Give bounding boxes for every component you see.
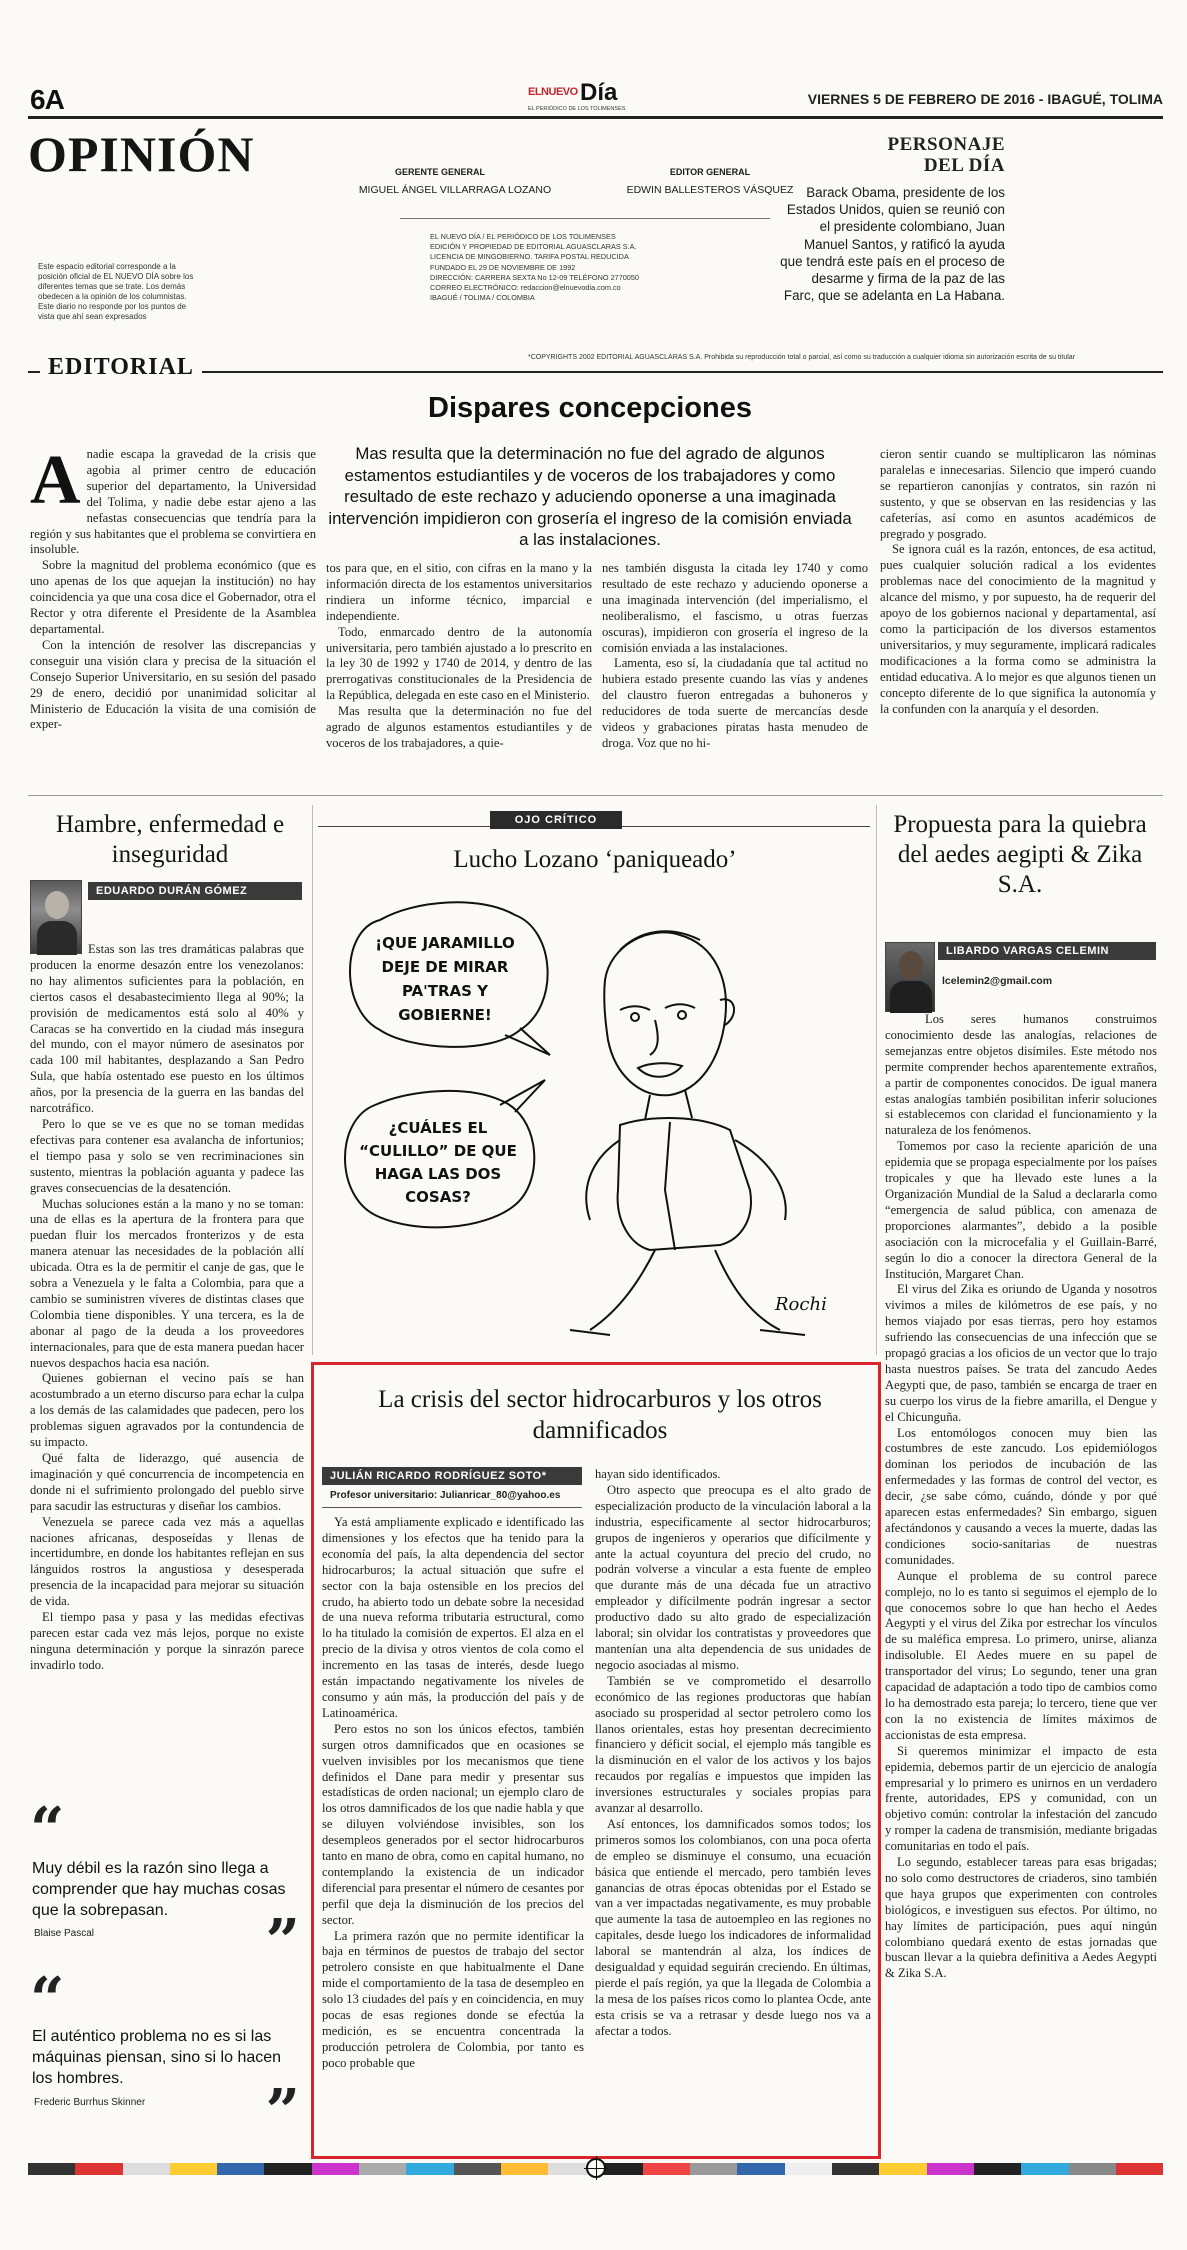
caricature-body [618,1118,751,1250]
center-author-note: Profesor universitario: Julianricar_80@yahoo.es [330,1490,561,1501]
bubble-1-line-2: DEJE DE MIRAR [381,958,509,976]
imprint-block: EL NUEVO DÍA / EL PERIÓDICO DE LOS TOLIMENSES EDICIÓN Y PROPIEDAD DE EDITORIAL AGUASCLARAS S.A. LICENCIA DE MINGOBIERNO. TARIFA POSTAL REDUCIDA FUNDADO EL 29 DE NOVIEMBRE DE 1992 DIRECCIÓN: CARRERA SEXTA No 12-09 TELÉFONO 2770050 CORREO ELECTRÓNICO: redaccion@elnuevodia.com.co IBAGUÉ / TOLIMA / COLOMBIA [430,232,639,303]
bubble-2-line-3: HAGA LAS DOS [374,1165,502,1183]
bubble-2-line-1: ¿CUÁLES EL [388,1119,488,1137]
bubble-1-line-3: PA'TRAS Y [401,982,489,1000]
bubble-1-line-1: ¡QUE JARAMILLO [375,934,515,952]
quote-2-text: El auténtico problema no es si las máquinas piensan, sino si lo hacen los hombres. [32,2028,282,2087]
personaje-text: Barack Obama, presidente de los Estados Unidos, quien se reunió con el presidente colombiano, Juan Manuel Santos, y ratificó la ayuda que tendrá este país en el proceso de desarme y firma de la paz de las Farc, que se adelanta en La Habana. [780,185,1005,304]
editorial-dropcap: A [30,447,81,519]
gerente-name: MIGUEL ÁNGEL VILLARRAGA LOZANO [358,184,552,196]
quote-box-2 [30,1965,300,2147]
open-quote-icon: “ [30,1795,65,1865]
caricature-head [604,932,726,1095]
quote-1-text: Muy débil es la razón sino llega a comprender que hay muchas cosas que la sobrepasan. [32,1860,286,1919]
column-divider-right [876,805,877,1355]
close-quote-icon: ” [265,2077,300,2147]
editorial-label: EDITORIAL [40,354,202,381]
center-article-col-1: Ya está ampliamente explicado e identificado las dimensiones y los efectos que ha tenido para la economía del país, la alta dependencia del sector hidrocarburos; la actual situación que sufre el sector con la baja ostensible en los precios del crudo, ha abierto todo un debate sobre la necesidad de una nueva reforma tributaria estructural, como lo ha titulado la comisión de expertos. El alza en el precio de la divisa y otros vientos de cola como el incremento en las tasas de interés, desde luego están impactando negativamente los niveles de consumo y aún más, la producción del país y de Latinoamérica. Pero estos no son los únicos efectos, también surgen otros damnificados que en ocasiones se vuelven invisibles por los mecanismos que tiene definidos el Dane para medir y presentar sus estadísticas de orden nacional; un ejemplo claro de los otros damnificados de los que nadie habla y que se diluyen volviéndose invisibles, son los desempleos generados por el sector hidrocarburos tanto en mano de obra, como en capital humano, no contemplando la existencia de un indicador diferencial para presentar el número de cesantes por perfil que deja la disminución de los precios del sector. La primera razón que no permite identificar la baja en términos de puestos de trabajo del sector petrolero consiste en que habitualmente el Dane mide el comportamiento de la tasa de desempleo en solo 13 ciudades del país y en coincidencia, en muy pocas de esas regiones donde se efectúa la medición, es se encuentra concentrada la producción petrolera de Colombia, por tanto es poco probable que [322,1515,584,2070]
left-column-body: Estas son las tres dramáticas palabras que producen la enorme desazón entre los venezolanos: no hay alimentos suficientes para la población, en ciertos casos el desabastecimiento llega al 90%; la provisión de medicamentos está solo al 40% y Caracas se ha convertido en la ciudad más insegura del mundo, con el mayor número de asesinatos por cada 100 mil habitantes, desplazando a San Pedro Sula, que había ostentado ese puesto en los últimos años, por la presencia de la guerra en las bandas del narcotráfico. Pero lo que se ve es que no se toman medidas efectivas para contener esa avalancha de infortunios; el tiempo pasa y solo se ven recriminaciones sin sustento, mientras la población aguanta y padece las graves consecuencias de la desatención. Muchas soluciones están a la mano y no se toman: una de ellas es la apertura de la frontera para que puedan fluir los mercados fronterizos y de esta manera atenuar las necesidades de la población allí ubicada. Otra es la de permitir el canje de gas, que le sobra a Venezuela y le falta a Colombia, para que a cambio se suministren víveres de distintas clases que Colombia tiene disponibles. Y una tercera, es la de abonar al pago de la deuda a los proveedores internacionales, para que de esta manera puedan hacer nuevos despachos hacia esa nación. Quienes gobiernan el vecino país se han acostumbrado a un eterno discurso para echar la culpa a los demás de las calamidades que padecen, pero los problemas siguen agravados por la contundencia de su impacto. Qué falta de liderazgo, qué ausencia de imaginación y qué concurrencia de incompetencia en donde ni el sufrimiento prolongado del pueblo sirve para sacudir las estructuras y diseñar los cambios. Venezuela se parece cada vez más a aquellas naciones africanas, desposeídas y llenas de incertidumbre, en donde los habitantes reflejan en sus lánguidos rostros la angustiosa y desesperada presencia de la incapacidad para mejorar su situación de vida. El tiempo pasa y pasa y las medidas efectivas parecen estar cada vez más lejos, porque no existe ninguna determinación y porque la sinrazón parece invadirlo todo. [30,942,304,1672]
masthead-rule [28,116,1163,119]
bubble-2-line-4: COSAS? [405,1188,471,1206]
editorial-lede: Mas resulta que la determinación no fue del agrado de algunos estamentos estudiantiles y de voceros de los trabajadores y como resultado de este rechazo y aduciendo oponerse a una imaginada intervención impidieron con grosería el ingreso de la comisión enviada a las instalaciones. [328,444,852,549]
gerente-label: GERENTE GENERAL [394,167,485,177]
editorial-disclaimer: Este espacio editorial corresponde a la posición oficial de EL NUEVO DÍA sobre los diferentes temas que se trate. Los demás obedecen a la opinión de los columnistas. Este diario no responde por los puntos de vista que ahí sean expresados [38,262,194,321]
section-title: OPINIÓN [28,126,255,182]
edition-date: VIERNES 5 DE FEBRERO DE 2016 - IBAGUÉ, TOLIMA [807,91,1163,107]
editorial-col-1: A nadie escapa la gravedad de la crisis que agobia al primer centro de educación superior del departamento, la Universidad del Tolima, y nadie debe estar ajeno a las nefastas consecuencias que tendría para la región y sus habitantes que el problema se convirtiera en insoluble. Sobre la magnitud del problema económico (que es uno apenas de los que aquejan la institución) no hay coincidencia ya que una cosa dice el Gobernador, otra el Rector y otra diferente el Presidente de la Asamblea departamental. Con la intención de resolver las discrepancias y conseguir una visión clara y precisa de la situación el Consejo Superior Universitario, en su sesión del pasado 29 de enero, decidió por unanimidad solicitar al Ministerio de Educación la visita de una comisión de exper- [30,447,316,732]
copyright-notice: *COPYRIGHTS 2002 EDITORIAL AGUASCLARAS S.A. Prohibida su reproducción total o parcial, así como su traducción a cualquier idioma sin autorización escrita de su titular [528,354,1076,361]
editorial-col-4: cieron sentir cuando se multiplicaron las nóminas paralelas e innecesarias. Silencio que imperó cuando se repartieron canonjías y contratos, sin razón ni sustento, y que se observan en las residencias y las cafeterías, así como en asuntos académicos de pregrado y posgrado. Se ignora cuál es la razón, entonces, de esa actitud, pues cualquier solución radical a los evidentes problemas nace del conocimiento de la magnitud y alcance del mismo, y por supuesto, ha de requerir del apoyo de los gobiernos nacional y departamental, así como la participación de los diversos estamentos universitarios, y muy seguramente, implicará radicales modificaciones a la forma como se administra la entidad educativa. A lo mejor es que algunos tienen un concepto diferente de lo que significa la autonomía y la confunden con la anarquía y el desorden. [880,447,1156,716]
editorial-col-3: nes también disgusta la citada ley 1740 y como resultado de este rechazo y aduciendo oponerse a una imaginada intervención (del imperialismo, el neoliberalismo, el fascismo, u otras fuerzas oscuras), impidieron con grosería el ingreso de la comisión enviada a las instalaciones. Lamenta, eso sí, la ciudadanía que tal actitud no hubiera estado presente cuando las vías y andenes del claustro fueron entregadas a buhoneros y reducidores de toda suerte de mercancías desde videos y grabaciones piratas hasta menudeo de droga. Voz que no hi- [602,561,868,750]
right-author-email: lcelemin2@gmail.com [942,975,1053,987]
imprint-divider [400,218,770,219]
right-author-photo [885,942,935,1012]
personaje-title: PERSONAJE DEL DÍA [887,134,1005,176]
cartoon-drawing [320,890,870,1350]
editor-label: EDITOR GENERAL [669,167,751,177]
cartoon-label: OJO CRÍTICO [490,811,622,829]
right-column-body: Los seres humanos construimos conocimiento desde las analogías, relaciones de semejanzas entre objetos disímiles. Este método nos permite comprender hechos aparentemente extraños, a partir de componentes conocidos. De igual manera estas analogías también posibilitan inferir soluciones si establecemos con claridad el funcionamiento y la naturaleza de los fenómenos. Tomemos por caso la reciente aparición de una epidemia que se propaga especialmente por los países tropicales y que ha llevado este lunes a la Organización Mundial de la Salud a declararla como “emergencia de salud pública, con amenaza de proporciones alarmantes”, debido a la posible asociación con la microcefalia y el Guillain-Barré, según lo dio a conocer la directora General de la Institución, Margaret Chan. El virus del Zika es oriundo de Uganda y nosotros vivimos a miles de kilómetros de ese país, y no hemos viajado por esas tierras, pero hoy estamos sufriendo las consecuencias de una infección que se propagó gracias a los oficios de un vector que lo trajo hasta nuestros países. Se trata del zancudo Aedes Aegypti que, de paso, también se encarga de traer en su cuerpo los virus de la fiebre amarilla, el Dengue y el Chicunguña. Los entomólogos conocen muy bien las costumbres de este zancudo. Los epidemiólogos dominan los periodos de incubación de las enfermedades y las formas de control del vector, es decir, ¿se sabe cómo, cuándo, dónde y por qué aparecen estas enfermedades? Sin embargo, siguen afectándonos y causando a veces la muerte, dadas las condiciones socio-sanitarias de nuestras comunidades. Aunque el problema de su control parece complejo, no lo es tanto si seguimos el ejemplo de lo que conocemos sobre lo que han hecho el Aedes Aegypti y el virus del Zika por estrechar los vínculos de su maléfica empresa. Lo primero, unirse, alianza indisoluble. El Aedes muere en su papel de transportador del virus; Lo segundo, tener una gran capacidad de adaptación a todo tipo de cambios como lo ha demostrado esta pareja; lo tercero, tiene que ver con la no existencia de límites máximos de accionistas de esta empresa. Si queremos minimizar el impacto de esta epidemia, debemos partir de un ejercicio de analogía empresarial y lo primero es unirnos en un verdadero frente, autoridades, EPS y comunidad, con un objetivo común: controlar la infestación del zancudo y romper la cadena de transmisión, mediante brigadas comunitarias en todo el país. Lo segundo, establecer tareas para esas brigadas; no solo como destructores de criaderos, sino también que haya grupos que experimenten con controles biológicos, e investiguen sus efectos. Por último, no hay límites de participación, pues aquí ningún colombiano quedará exento de estas jornadas que buscan llevar a la quiebra definitiva a Aedes Aegypti & Zika S.A. [885,1012,1157,1981]
left-author-name: EDUARDO DURÁN GÓMEZ [88,882,302,900]
center-author-name: JULIÁN RICARDO RODRÍGUEZ SOTO* [322,1467,582,1485]
open-quote-icon: “ [30,1965,65,2035]
editorial-col-2: tos para que, en el sitio, con cifras en la mano y la información directa de los estamentos universitarios rindiera un informe técnico, imparcial e independiente. Todo, enmarcado dentro de la autonomía universitaria, pero también ajustado a lo prescrito en la ley 30 de 1992 y 1740 de 2014, y dentro de las prerrogativas constitucionales de la Presidencia de la República, delegada en este caso en el Ministerio. Mas resulta que la determinación no fue del agrado de algunos estamentos estudiantiles y de voceros de los trabajadores, a quie- [326,561,592,750]
close-quote-icon: ” [265,1907,300,1977]
center-article-col-2: hayan sido identificados. Otro aspecto que preocupa es el alto grado de especialización producto de la vinculación laboral a la industria, especificamente al sector hidrocarburos; grupos de ingenieros y operarios que difícilmente y ante la actual coyuntura del precio del crudo, no podrán volverse a vincular a esta fuente de empleo que durante más de una década fue un atractivo empleador y difícilmente podrán ingresar a sector productivo dado su alto grado de especialización laboral; sin olvidar los contratistas y proveedores que mantenían una alta dependencia de sus unidades de negocio asociadas al mismo. También se ve comprometido el desarrollo económico de las regiones productoras que habían asociado su prosperidad al sector petrolero como los llanos orientales, estas hoy presentan decrecimiento financiero y déficit social, el ejemplo más tangible es la disminución en el valor de los activos y los bajos recaudos por regalías e impuestos que impiden las inversiones estructurales y sociales propias para avanzar al desarrollo. Así entonces, los damnificados somos todos; los primeros somos los colombianos, con una poca oferta de empleo se disminuye el consumo, una ecuación básica que entiende el mercado, pero también leves ganancias de otras épocas obtenidas por el Estado se van a ver impactadas negativamente, es muy probable que aumente la tasa de autoempleo en las regiones no capitales, desde luego los indicadores de informalidad laboral se mantendrán al alza, los índices de desigualdad y equidad seguirán creciendo. En últimas, pierde el país región, ya que la llegada de Colombia a la mesa de los países ricos como lo plantea Ocde, ante esta crisis se va a retrasar y desde luego nos va a afectar a todos. [595,1467,871,2038]
cartoonist-signature: Rochi [775,1294,827,1315]
page-number: 6A [30,84,64,115]
bubble-1-line-4: GOBIERNE! [398,1006,492,1024]
quote-box-1 [30,1795,300,1977]
right-author-name: LIBARDO VARGAS CELEMIN [938,942,1156,960]
center-article-title: La crisis del sector hidrocarburos y los otros damnificados [378,1386,822,1444]
column-divider-left [312,805,313,1355]
left-column-title: Hambre, enfermedad e inseguridad [55,811,285,868]
editorial-title: Dispares concepciones [428,392,752,424]
editorial-bottom-rule [28,795,1163,796]
masthead [28,79,1163,116]
right-column-title: Propuesta para la quiebra del aedes aegipti & Zika S.A. [893,811,1147,898]
bubble-2-line-2: “CULILLO” DE QUE [359,1142,517,1160]
registration-mark-icon [586,2158,606,2178]
newspaper-logo: ELNUEVO Día EL PERIÓDICO DE LOS TOLIMENSES [528,79,626,112]
quote-1-author: Blaise Pascal [34,1928,95,1939]
quote-2-author: Frederic Burrhus Skinner [34,2097,146,2108]
editor-name: EDWIN BALLESTEROS VÁSQUEZ [626,184,794,196]
center-author-rule [322,1507,582,1508]
cartoon-title: Lucho Lozano ‘paniqueado’ [453,846,737,873]
